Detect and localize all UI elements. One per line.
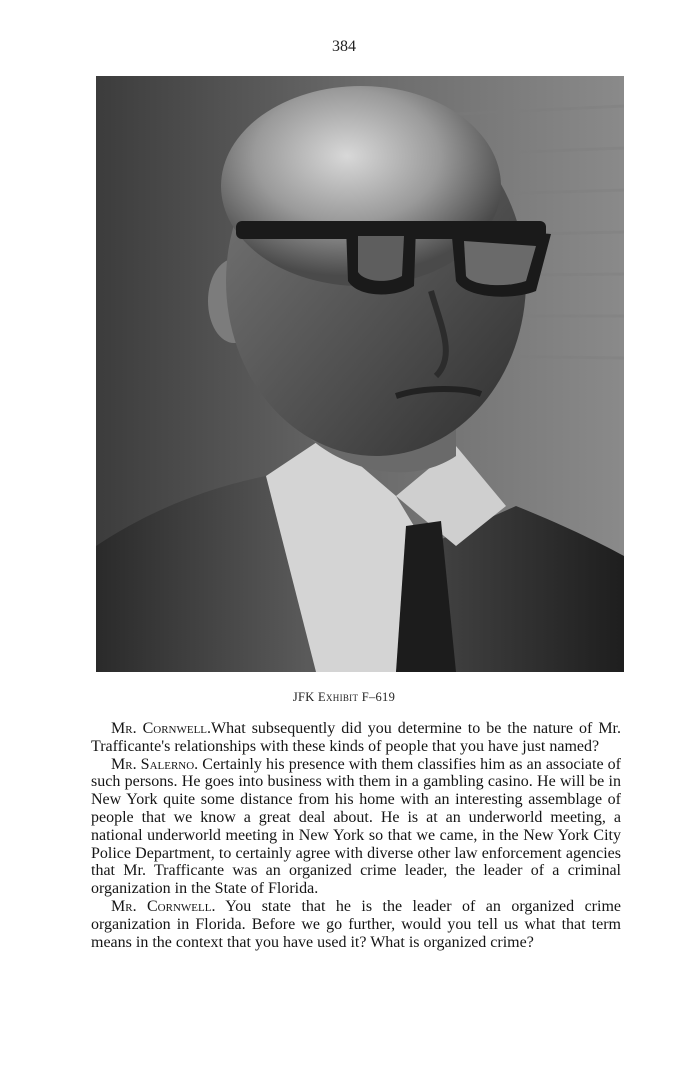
- page-number: 384: [332, 38, 356, 55]
- testimony-text: [91, 720, 621, 951]
- paragraph: [91, 898, 621, 951]
- exhibit-photograph: [96, 76, 624, 672]
- paragraph: [91, 756, 621, 898]
- speaker-name: Mr. Cornwell.: [111, 897, 216, 915]
- caption-number: F–619: [361, 690, 396, 704]
- speaker-name: Mr. Salerno.: [111, 755, 199, 773]
- exhibit-caption: [0, 690, 688, 705]
- speaker-name: Mr. Cornwell.: [111, 720, 212, 737]
- paragraph-text: You state that he is the leader of an organized crime organization in Florida. Before we go further, would you tell us what that term means in the context that you have used it? What is organized crime?: [91, 897, 622, 951]
- paragraph: [91, 720, 621, 756]
- caption-exhibit-word: Exhibit: [318, 690, 359, 704]
- caption-prefix: JFK: [292, 690, 315, 704]
- paragraph-text: What subsequently did you determine to be the nature of Mr. Trafficante's relationships with these kinds of people that you have just named?: [91, 720, 621, 755]
- portrait-photo-icon: [96, 76, 624, 672]
- paragraph-text: Certainly his presence with them classifies him as an associate of such persons. He goes into business with them in a gambling casino. He will be in New York quite some distance from his home with an interesting assemblage of people that we know a great deal about. He is at an underworld meeting, a national underworld meeting in New York so that we came, in the New York City Police Department, to certainly agree with diverse other law enforcement agencies that Mr. Trafficante was an organized crime leader, the leader of a criminal organization in the State of Florida.: [91, 755, 622, 898]
